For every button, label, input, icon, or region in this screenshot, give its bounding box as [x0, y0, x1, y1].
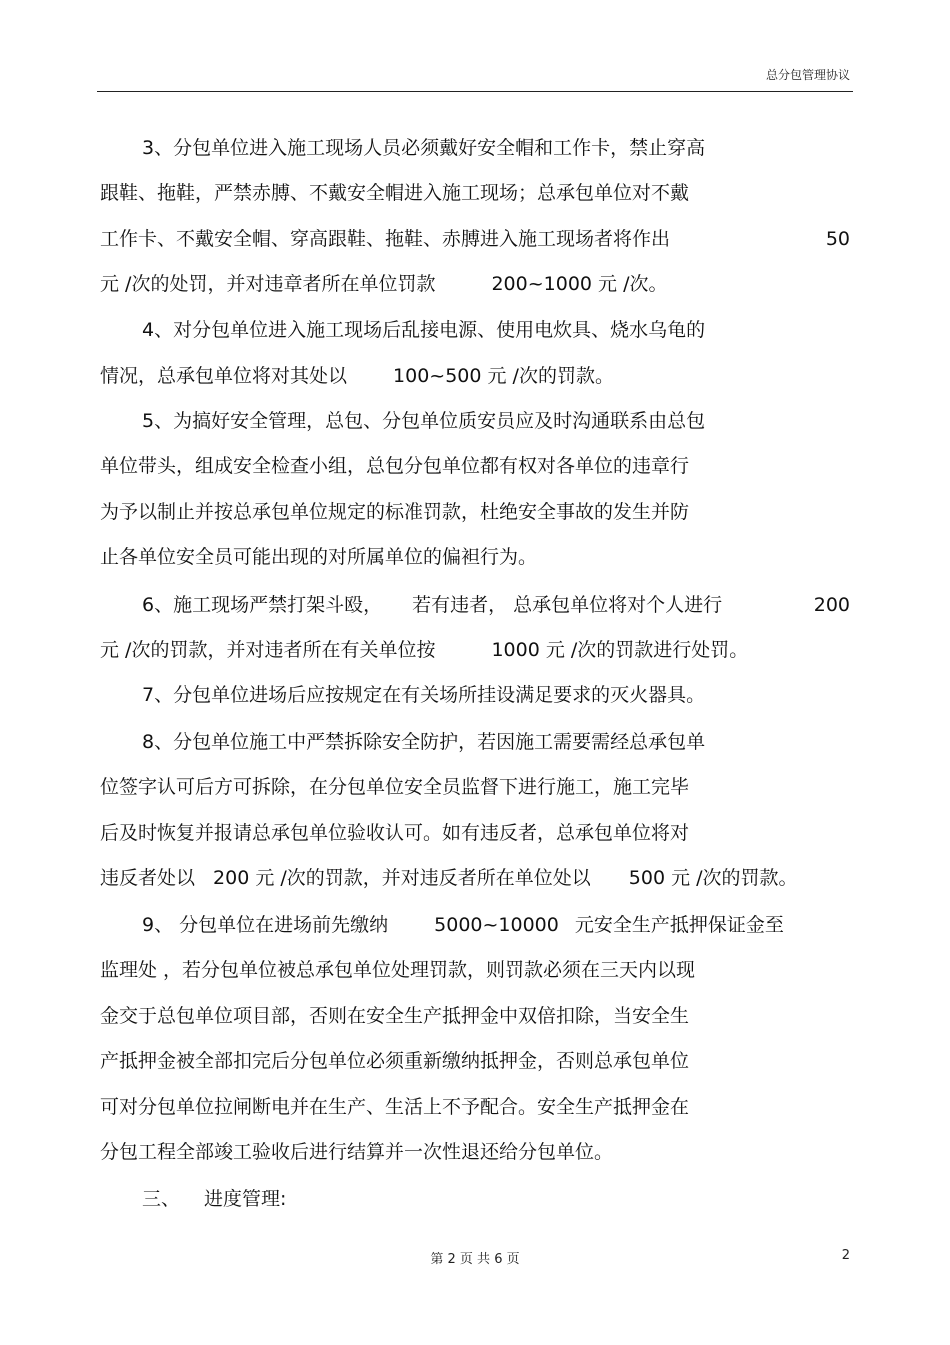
- p3-line-1: 3、分包单位进入施工现场人员必须戴好安全帽和工作卡，禁止穿高: [142, 137, 706, 159]
- p3-line-3: 工作卡、不戴安全帽、穿高跟鞋、拖鞋、赤膊进入施工现场者将作出: [100, 228, 671, 250]
- p8-line-4-end: 500 元 /次的罚款。: [628, 867, 798, 889]
- p9-line-1-text: 9、 分包单位在进场前先缴纳: [142, 914, 389, 936]
- p5-line-2: 单位带头，组成安全检查小组，总包分包单位都有权对各单位的违章行: [100, 455, 690, 477]
- p6-line-1: [142, 590, 722, 620]
- p9-line-3: 金交于总包单位项目部，否则在安全生产抵押金中双倍扣除，当安全生: [100, 1005, 690, 1027]
- p6-line-1-text: 6、施工现场严禁打架斗殴，: [142, 594, 383, 616]
- section-3-title: 进度管理:: [204, 1188, 287, 1210]
- p8-line-4-text: 违反者处以: [100, 867, 196, 889]
- p9-line-6: 分包工程全部竣工验收后进行结算并一次性退还给分包单位。: [100, 1141, 614, 1163]
- p6-line-2: [100, 635, 748, 665]
- p3-line-3-amount: 50: [825, 228, 850, 250]
- p6-line-2-amount: 1000 元 /次的罚款进行处罚。: [491, 639, 749, 661]
- p5-line-1: 5、为搞好安全管理，总包、分包单位质安员应及时沟通联系由总包: [142, 410, 706, 432]
- p3-line-4-text: 元 /次的处罚，并对违章者所在单位罚款: [100, 273, 436, 295]
- p3-line-4-amount: 200~1000 元 /次。: [491, 273, 668, 295]
- p5-line-4: 止各单位安全员可能出现的对所属单位的偏袒行为。: [100, 546, 538, 568]
- p8-line-4-middle: 200 元 /次的罚款，并对违反者所在单位处以: [213, 867, 591, 889]
- p8-line-4: [100, 863, 798, 893]
- p8-line-2: 位签字认可后方可拆除，在分包单位安全员监督下进行施工，施工完毕: [100, 776, 690, 798]
- footer-page-indicator: 第 2 页 共 6 页: [430, 1252, 520, 1267]
- p4-line-1: 4、对分包单位进入施工现场后乱接电源、使用电炊具、烧水乌龟的: [142, 319, 706, 341]
- section-3-number: 三、: [142, 1188, 181, 1210]
- p9-line-1: [142, 910, 784, 940]
- header-title: 总分包管理协议: [765, 68, 850, 82]
- p7-line-1: 7、分包单位进场后应按规定在有关场所挂设满足要求的灭火器具。: [142, 684, 706, 706]
- p9-line-4: 产抵押金被全部扣完后分包单位必须重新缴纳抵押金，否则总承包单位: [100, 1050, 690, 1072]
- p4-line-2: [100, 361, 614, 391]
- p6-line-1-amount: 200: [813, 594, 850, 616]
- p9-line-1-rest: 元安全生产抵押保证金至: [574, 914, 784, 936]
- p4-line-2-text: 情况，总承包单位将对其处以: [100, 365, 348, 387]
- p9-line-2: 监理处 ，若分包单位被总承包单位处理罚款，则罚款必须在三天内以现: [100, 959, 696, 981]
- header-divider: [97, 91, 853, 92]
- p5-line-3: 为予以制止并按总承包单位规定的标准罚款，杜绝安全事故的发生并防: [100, 501, 690, 523]
- p4-line-2-amount: 100~500 元 /次的罚款。: [393, 365, 614, 387]
- p8-line-1: 8、分包单位施工中严禁拆除安全防护，若因施工需要需经总承包单: [142, 731, 706, 753]
- p3-line-4: [100, 269, 667, 299]
- p6-line-2-text: 元 /次的罚款，并对违者所在有关单位按: [100, 639, 436, 661]
- p8-line-3: 后及时恢复并报请总承包单位验收认可。如有违反者，总承包单位将对: [100, 822, 690, 844]
- p9-line-5: 可对分包单位拉闸断电并在生产、生活上不予配合。安全生产抵押金在: [100, 1096, 690, 1118]
- p3-line-2: 跟鞋、拖鞋，严禁赤膊、不戴安全帽进入施工现场；总承包单位对不戴: [100, 182, 690, 204]
- section-3-heading: [142, 1184, 286, 1214]
- p9-line-1-amount: 5000~10000: [434, 914, 559, 936]
- p6-line-1-rest: 若有违者， 总承包单位将对个人进行: [412, 594, 723, 616]
- footer-page-number: 2: [841, 1248, 850, 1263]
